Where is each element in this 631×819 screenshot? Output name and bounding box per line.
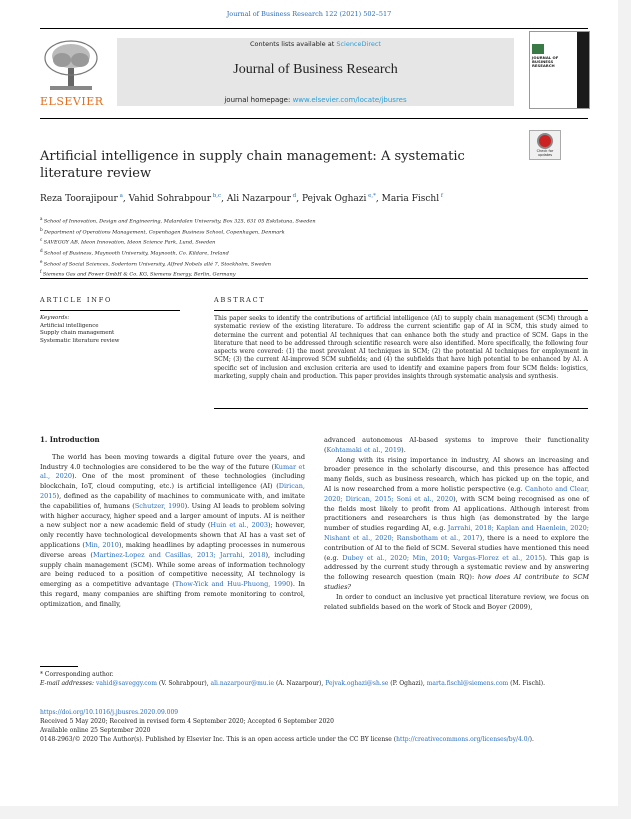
text-run: Along with its rising importance in industry, AI shows an increasing and broader presence in the scholarly discourse, and this presence has affected many fields, such as business research, which has picked up on the topic, and AI is now researched from a more holistic perspective (e.g.: [324, 455, 589, 493]
affiliation-item: [40, 258, 580, 269]
paragraph: [324, 436, 589, 456]
email-link[interactable]: Pejvak.oghazi@sh.se: [325, 680, 389, 687]
keyword-item: Systematic literature review: [40, 337, 120, 344]
paragraph: [324, 593, 589, 613]
author-name: Reza Toorajipour: [40, 194, 118, 204]
citation-link[interactable]: Schutzer, 1990: [134, 501, 185, 510]
text-run: ); however, only recently have technological developments shown that AI has a vast set of applications (: [40, 521, 306, 549]
header-rule: [40, 118, 588, 119]
text-run: advanced autonomous AI-based systems to improve their functionality (: [324, 436, 589, 454]
paragraph: [324, 456, 589, 593]
check-updates-icon: [537, 133, 553, 149]
text-run: ).: [401, 445, 406, 454]
citation-link[interactable]: Huin et al., 2003: [210, 521, 268, 530]
journal-reference[interactable]: Journal of Business Research 122 (2021) 502–517: [226, 10, 392, 18]
email-owner: (P. Oghazi),: [388, 680, 427, 687]
email-owner: (A. Nazarpour),: [274, 680, 326, 687]
cover-title: JOURNAL OF BUSINESS RESEARCH: [532, 55, 559, 69]
doi-link[interactable]: https://doi.org/10.1016/j.jbusres.2020.09.009: [40, 709, 179, 716]
author-name: Pejvak Oghazi: [301, 194, 367, 204]
email-link[interactable]: vahid@saveggy.com: [95, 680, 157, 687]
publisher-logo[interactable]: [40, 38, 102, 108]
article-info-heading: ARTICLE INFO: [40, 296, 113, 304]
affiliation-rule: [40, 278, 588, 279]
journal-title: Journal of Business Research: [233, 62, 398, 77]
license-link[interactable]: http://creativecommons.org/licenses/by/4.0/: [396, 736, 530, 743]
abstract-end-rule: [214, 408, 588, 409]
affiliation-marker: f: [40, 269, 43, 275]
top-rule: [40, 28, 588, 29]
received-dates: Received 5 May 2020; Received in revised form 4 September 2020; Accepted 6 September 2020: [40, 718, 334, 725]
affiliation-marker: c: [40, 237, 44, 243]
citation-link[interactable]: Dubey et al., 2020; Min, 2010; Vargas-Florez et al., 2015: [342, 553, 543, 562]
author-name: Maria Fischl: [381, 194, 440, 204]
corresponding-author-note: * Corresponding author.: [40, 671, 114, 678]
author-affiliation-marker[interactable]: d: [290, 193, 297, 199]
citation-link[interactable]: Min, 2010: [84, 540, 119, 549]
affiliation-marker: b: [40, 226, 44, 232]
cover-image: [532, 44, 544, 54]
journal-masthead: [117, 38, 514, 106]
article-info-rule: [40, 310, 180, 311]
license-line: [40, 735, 590, 744]
citation-link[interactable]: Thow-Yick and Huu-Phuong, 1990: [174, 580, 291, 589]
homepage-prefix: journal homepage:: [224, 96, 293, 104]
abstract-rule: [214, 310, 588, 311]
sciencedirect-link[interactable]: ScienceDirect: [336, 40, 381, 48]
affiliation-list: [40, 215, 580, 279]
text-run: ), there is a need to explore the contribution of AI to the field of SCM. Several studies have mentioned this need (e.g.: [324, 533, 589, 562]
affiliation-text: School of Innovation, Design and Engineering, Malardalen University, Box 325, 631 05 Eskilstuna, Sweden: [43, 218, 316, 225]
author-list: Reza Toorajipour $^a$, Vahid Sohrabpour $^{b,c}$, Ali Nazarpour $^d$, Pejvak Oghazi $^{e,*}$, Maria Fischl $^f$: [40, 193, 443, 204]
publisher-name: ELSEVIER: [40, 95, 104, 108]
citation-link[interactable]: Martinez-Lopez and Casillas, 2013; Jarrahi, 2018: [92, 550, 266, 559]
text-run: ), making headlines by adapting processes in numerous diverse areas (: [40, 540, 305, 559]
email-label: E-mail addresses:: [40, 680, 96, 687]
homepage-link[interactable]: www.elsevier.com/locate/jbusres: [292, 96, 407, 104]
email-link[interactable]: marta.fischl@siemens.com: [426, 680, 509, 687]
text-run: The world has been moving towards a digital future over the years, and Industry 4.0 technologies are considered to be the way of the future (: [40, 452, 305, 471]
affiliation-text: SAVEGGY AB, Ideon Innovation, Ideon Science Park, Lund, Sweden: [43, 239, 216, 246]
affiliation-marker: e: [40, 258, 44, 264]
citation-link[interactable]: Kumar et al., 2020: [40, 462, 306, 481]
keyword-item: Artificial intelligence: [40, 322, 99, 329]
license-prefix: 0148-2963/© 2020 The Author(s). Published by Elsevier Inc. This is an open access article under the CC BY license (: [40, 736, 397, 743]
affiliation-text: School of Social Sciences, Sodertorn University, Alfred Nobels allé 7, Stockholm, Sweden: [43, 261, 271, 268]
email-owner: (M. Fischl).: [508, 680, 546, 687]
journal-cover[interactable]: [529, 31, 590, 109]
citation-link[interactable]: Jarrahi, 2018; Kaplan and Haenlein, 2020; Nishant et al., 2020; Ransbotham et al., 2017: [324, 524, 589, 542]
citation-link[interactable]: Canhoto and Clear, 2020; Dirican, 2015; Soni et al., 2020: [324, 484, 590, 503]
citation-link[interactable]: Kohtamaki et al., 2019: [326, 445, 402, 454]
footnote-rule: [40, 666, 78, 667]
citation-link[interactable]: Dirican, 2015: [40, 482, 305, 500]
email-owner: (V. Sohrabpour),: [156, 680, 211, 687]
author-name: Vahid Sohrabpour: [128, 194, 212, 204]
affiliation-item: [40, 215, 580, 226]
elsevier-tree-icon: [40, 38, 102, 92]
author-name: Ali Nazarpour: [226, 194, 291, 204]
keywords-block: [40, 315, 119, 345]
keyword-item: Supply chain management: [40, 330, 115, 336]
author-affiliation-marker[interactable]: b,c: [211, 193, 222, 199]
affiliation-item: [40, 247, 580, 258]
keywords-label: Keywords:: [40, 315, 70, 321]
check-updates-label: Check for updates: [536, 149, 554, 157]
affiliation-text: Siemens Gas and Power GmbH & Co. KG, Siemens Energy, Berlin, Germany: [42, 271, 236, 278]
text-run: ), with SCM being recognised as one of the fields most likely to profit from AI applications. Although interest from practitioners and researchers is thus high (as demonstrated by the large number of studies regarding AI, e.g.: [324, 494, 590, 533]
footnotes: [40, 670, 590, 688]
affiliation-marker: a: [40, 216, 44, 221]
affiliation-item: [40, 226, 580, 237]
paragraph: [40, 453, 305, 610]
text-run: ). One of the most prominent of these technologies (including blockchain, IoT, cloud computing, etc.) is artificial intelligence (AI) (: [40, 472, 305, 491]
body-column-right: [324, 436, 589, 612]
text-run: ). This gap is addressed by the current study through a systematic review and by answering the following research question (main RQ):: [324, 553, 589, 582]
available-online: Available online 25 September 2020: [40, 727, 151, 734]
section-heading: 1. Introduction: [40, 435, 100, 444]
check-for-updates-button[interactable]: [529, 130, 561, 160]
text-run: ). Using AI leads to problem solving with higher accuracy, higher speed and a larger amount of inputs. AI is neither a new subject nor a new academic field of study (: [40, 501, 306, 530]
text-run: ). In this regard, many companies are shifting from remote monitoring to control, optimization, and finally,: [40, 580, 305, 608]
affiliation-item: [40, 236, 580, 247]
affiliation-text: School of Business, Maynooth University, Maynooth, Co. Kildare, Ireland: [43, 250, 229, 257]
text-run: ), including supply chain management (SCM). While some areas of information technology are being reduced to a position of competitive necessity, AI technology is emerging as a competitive advantage (: [40, 550, 305, 589]
contents-prefix: Contents lists available at: [250, 40, 337, 48]
contents-line: [117, 40, 514, 48]
license-suffix: ).: [529, 736, 534, 743]
email-link[interactable]: ali.nazarpour@mu.ie: [210, 680, 275, 687]
affiliation-marker: d: [40, 247, 44, 253]
article-title: Artificial intelligence in supply chain management: A systematic literature review: [40, 149, 465, 181]
author-affiliation-marker[interactable]: e,*: [366, 193, 376, 199]
text-run: how does AI contribute to SCM studies?: [324, 573, 589, 591]
author-affiliation-marker[interactable]: a: [117, 193, 123, 199]
text-run: ), defined as the capability of machines to communicate with, and imitate the capabilities of, humans (: [40, 491, 305, 510]
email-addresses: [40, 679, 590, 688]
affiliation-text: Department of Operations Management, Copenhagen Business School, Copenhagen, Denmark: [43, 229, 285, 236]
abstract-text: This paper seeks to identify the contributions of artificial intelligence (AI) to supply chain management (SCM) through a systematic review of the existing literature. To address the current scientific gap of AI in SCM, this study aimed to determine the current and potential AI techniques that can enhance both the study and practice of SCM. Gaps in the literature that need to be addressed through scientific research were also identified. More specifically, the following four aspects were covered: (1) the most prevalent AI techniques in SCM; (2) the potential AI techniques for employment in SCM; (3) the current AI-improved SCM subfields; and (4) the subfields that have high potential to be enhanced by AI. A specific set of inclusion and exclusion criteria are used to identify and examine papers from four SCM fields: logistics, marketing, supply chain and production. This paper provides insights through systematic analysis and synthesis.: [214, 315, 588, 381]
body-column-left: [40, 435, 305, 610]
abstract-heading: ABSTRACT: [214, 296, 266, 304]
author-affiliation-marker[interactable]: f: [439, 193, 443, 199]
cover-strip: [577, 32, 589, 108]
article-metadata: [40, 708, 590, 744]
text-run: In order to conduct an inclusive yet practical literature review, we focus on related subfields based on the work of Stock and Boyer (2009),: [324, 592, 589, 611]
homepage-line: [117, 96, 514, 104]
